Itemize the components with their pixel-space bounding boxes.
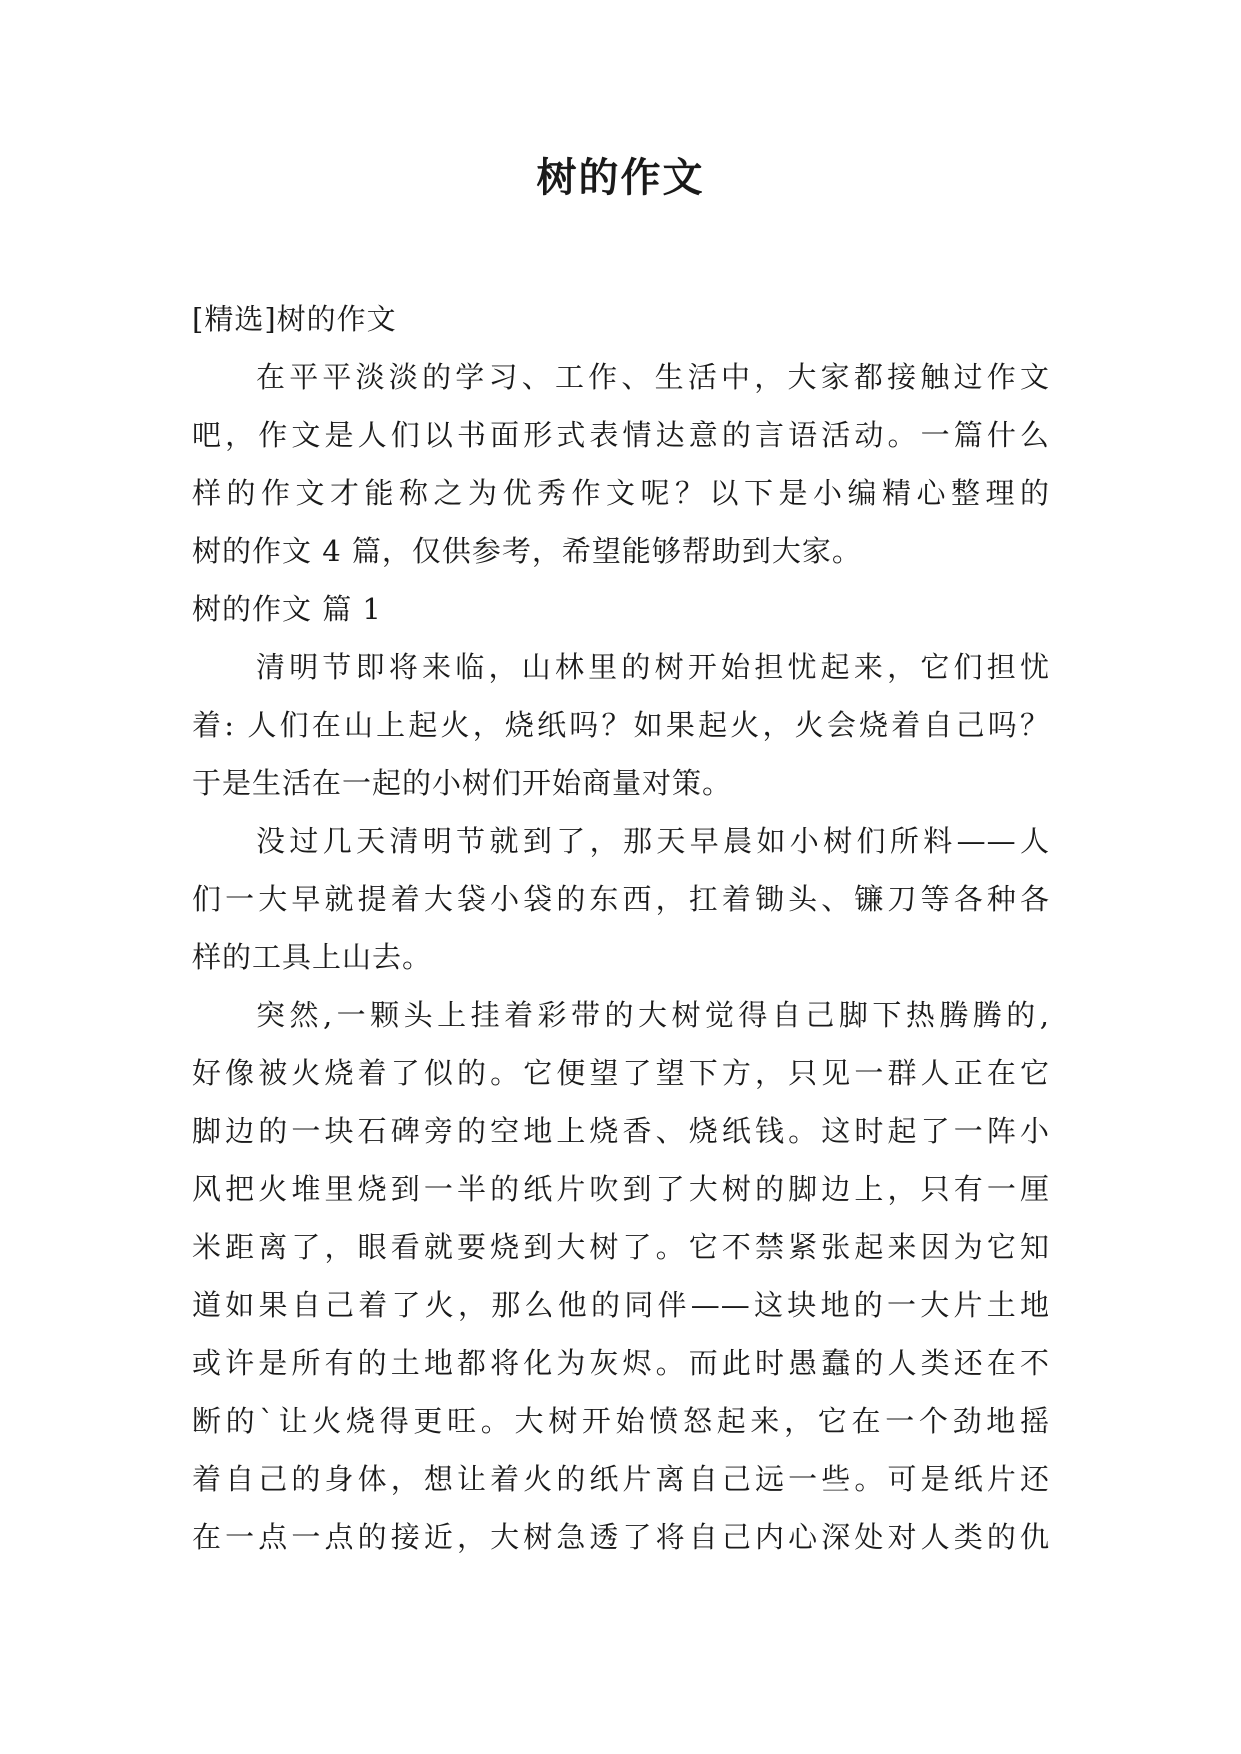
paragraph-line: 或许是所有的土地都将化为灰烬。而此时愚蠢的人类还在不	[192, 1346, 1050, 1380]
section-heading: 树的作文 篇 1	[192, 592, 382, 626]
paragraph-line: 脚边的一块石碑旁的空地上烧香、烧纸钱。这时起了一阵小	[192, 1114, 1050, 1148]
paragraph-line: 着自己的身体，想让着火的纸片离自己远一些。可是纸片还	[192, 1462, 1050, 1496]
body-paragraph	[192, 812, 1050, 986]
intro-paragraph	[192, 348, 1050, 580]
paragraph-line: 们一大早就提着大袋小袋的东西，扛着锄头、镰刀等各种各	[192, 882, 1050, 916]
document-subtitle: [精选]树的作文	[192, 302, 397, 336]
document-body	[192, 290, 1050, 1566]
paragraph-line: 树的作文 4 篇，仅供参考，希望能够帮助到大家。	[192, 534, 862, 568]
paragraph-line: 在一点一点的接近，大树急透了将自己内心深处对人类的仇	[192, 1520, 1050, 1554]
paragraph-line: 样的工具上山去。	[192, 940, 433, 974]
paragraph-line: 清明节即将来临，山林里的树开始担忧起来，它们担忧	[256, 650, 1050, 684]
body-paragraph	[192, 638, 1050, 812]
paragraph-line: 突然,一颗头上挂着彩带的大树觉得自己脚下热腾腾的,	[256, 998, 1050, 1032]
paragraph-line: 样的作文才能称之为优秀作文呢？以下是小编精心整理的	[192, 476, 1050, 510]
paragraph-line: 没过几天清明节就到了，那天早晨如小树们所料——人	[256, 824, 1050, 858]
document-title: 树的作文	[536, 154, 705, 201]
paragraph-line: 好像被火烧着了似的。它便望了望下方，只见一群人正在它	[192, 1056, 1050, 1090]
paragraph-line: 在平平淡淡的学习、工作、生活中，大家都接触过作文	[256, 360, 1050, 394]
paragraph-line: 道如果自己着了火，那么他的同伴——这块地的一大片土地	[192, 1288, 1050, 1322]
paragraph-line: 米距离了，眼看就要烧到大树了。它不禁紧张起来因为它知	[192, 1230, 1050, 1264]
paragraph-line: 着: 人们在山上起火，烧纸吗？如果起火，火会烧着自己吗？	[192, 708, 1050, 742]
paragraph-line: 吧，作文是人们以书面形式表情达意的言语活动。一篇什么	[192, 418, 1050, 452]
paragraph-line: 于是生活在一起的小树们开始商量对策。	[192, 766, 733, 800]
paragraph-line: 风把火堆里烧到一半的纸片吹到了大树的脚边上，只有一厘	[192, 1172, 1050, 1206]
paragraph-line: 断的`让火烧得更旺。大树开始愤怒起来，它在一个劲地摇	[192, 1404, 1050, 1438]
body-paragraph	[192, 986, 1050, 1566]
